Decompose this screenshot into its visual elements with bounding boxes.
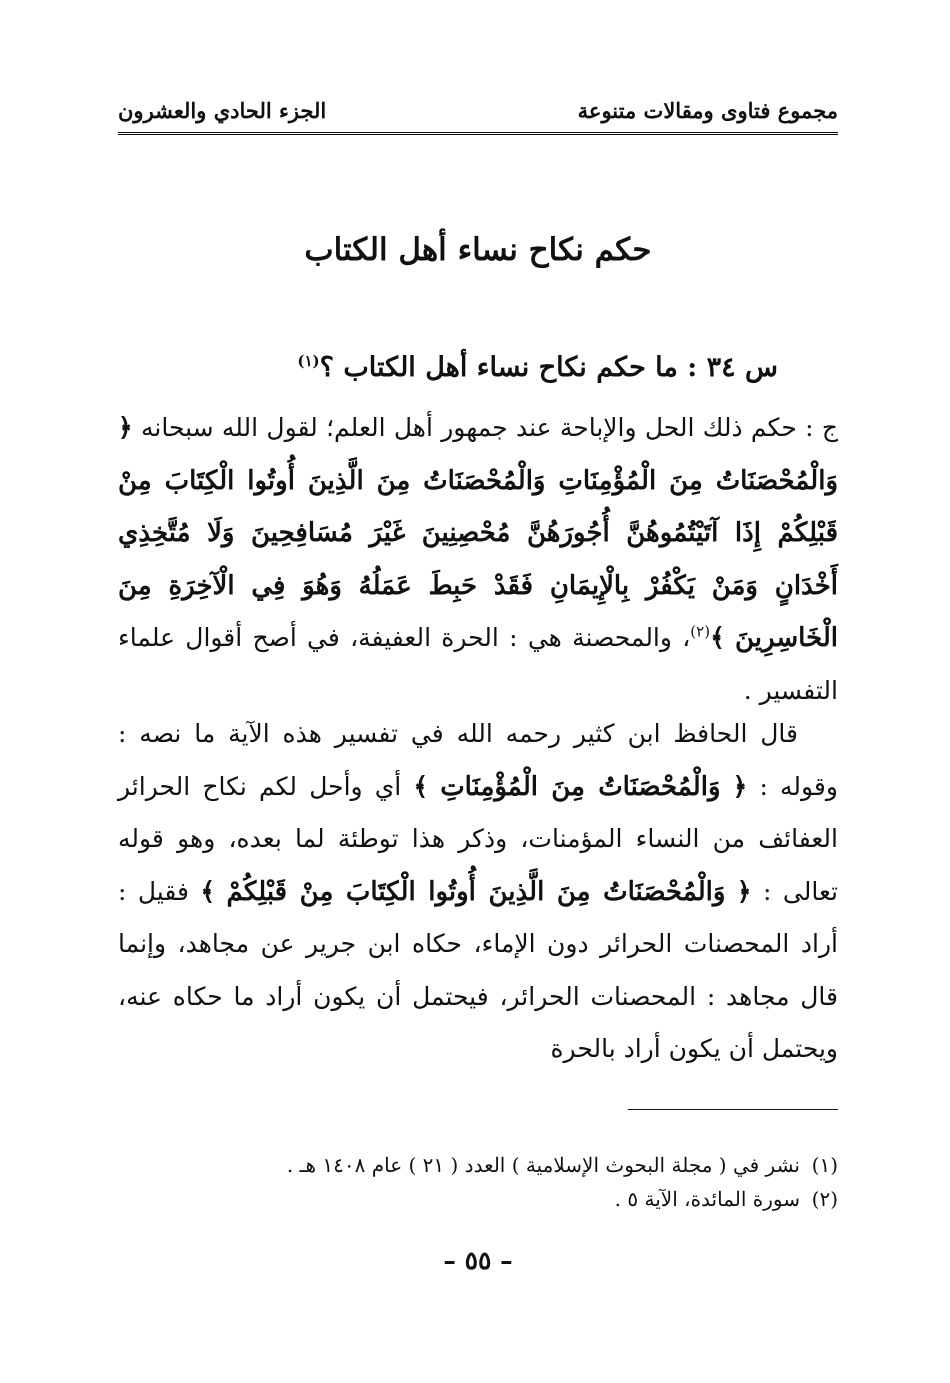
quran-verse-quote: وَالْمُحْصَنَاتُ مِنَ الَّذِينَ أُوتُوا الْكِتَابَ مِنْ قَبْلِكُمْ: [226, 876, 726, 907]
book-title: مجموع فتاوى ومقالات متنوعة: [577, 98, 838, 123]
answer-text: ج : حكم ذلك الحل والإباحة عند جمهور أهل العلم؛ لقول الله سبحانه: [140, 413, 838, 442]
verse-open-bracket: ﴿: [732, 771, 748, 801]
question-text: س ٣٤ : ما حكم نكاح نساء أهل الكتاب ؟: [319, 352, 778, 383]
running-header: [118, 96, 838, 130]
footnote-ref-2: (٢): [690, 622, 711, 641]
footnote: [118, 1148, 838, 1182]
tafsir-text-3: فقيل : أراد المحصنات الحرائر دون الإماء، حكاه ابن جرير عن مجاهد، وإنما قال مجاهد : المحصنات الحرائر، فيحتمل أن يكون أراد ما حكاه عنه، ويحتمل أن يكون أراد بالحرة: [118, 876, 838, 1063]
verse-close-bracket: ﴾: [710, 623, 725, 652]
tafsir-text-2: أي وأحل لكم نكاح الحرائر العفائف من النساء المؤمنات، وذكر هذا توطئة لما بعده، وهو قوله تعالى :: [118, 771, 839, 906]
verse-open-bracket: ﴿: [118, 413, 133, 442]
tafsir-text-1: قال الحافظ ابن كثير رحمه الله في تفسير هذه الآية ما نصه : وقوله :: [118, 719, 838, 801]
verse-close-bracket: ﴾: [413, 771, 429, 801]
footnote-text: نشر في ( مجلة البحوث الإسلامية ) العدد ( ٢١ ) عام ١٤٠٨ هـ .: [286, 1153, 800, 1177]
footnote-number: (٢): [811, 1187, 838, 1211]
footnote: [118, 1182, 838, 1216]
footnote-divider: [628, 1109, 838, 1110]
verse-open-bracket: ﴿: [736, 876, 752, 906]
volume-label: الجزء الحادي والعشرون: [118, 98, 327, 123]
verse-close-bracket: ﴾: [200, 876, 216, 906]
page-number: – ٥٥ –: [443, 1246, 513, 1275]
quran-verse: وَالْمُحْصَنَاتُ مِنَ الْمُؤْمِنَاتِ وَالْمُحْصَنَاتُ مِنَ الَّذِينَ أُوتُوا الْكِتَابَ مِنْ قَبْلِكُمْ إِذَا آتَيْتُمُوهُنَّ أُجُورَهُنَّ مُحْصِنِينَ غَيْرَ مُسَافِحِينَ وَلَا مُتَّخِذِي أَخْدَانٍ وَمَنْ يَكْفُرْ بِالْإِيمَانِ فَقَدْ حَبِطَ عَمَلُهُ وَهُوَ فِي الْآخِرَةِ مِنَ الْخَاسِرِينَ: [118, 465, 838, 653]
footnote-ref-1: (١): [297, 352, 320, 370]
quran-verse-quote: وَالْمُحْصَنَاتُ مِنَ الْمُؤْمِنَاتِ: [440, 771, 721, 802]
footnote-text: سورة المائدة، الآية ٥ .: [614, 1187, 800, 1211]
answer-text-end: ، والمحصنة هي : الحرة العفيفة، في أصح أقوال علماء التفسير .: [118, 623, 838, 705]
footnotes: [118, 1148, 838, 1216]
header-rule: [118, 132, 838, 135]
footnote-number: (١): [811, 1153, 838, 1177]
answer-paragraph: [118, 402, 838, 717]
tafsir-paragraph: [118, 708, 838, 1076]
chapter-title: حكم نكاح نساء أهل الكتاب: [304, 232, 652, 268]
question: [118, 342, 838, 395]
